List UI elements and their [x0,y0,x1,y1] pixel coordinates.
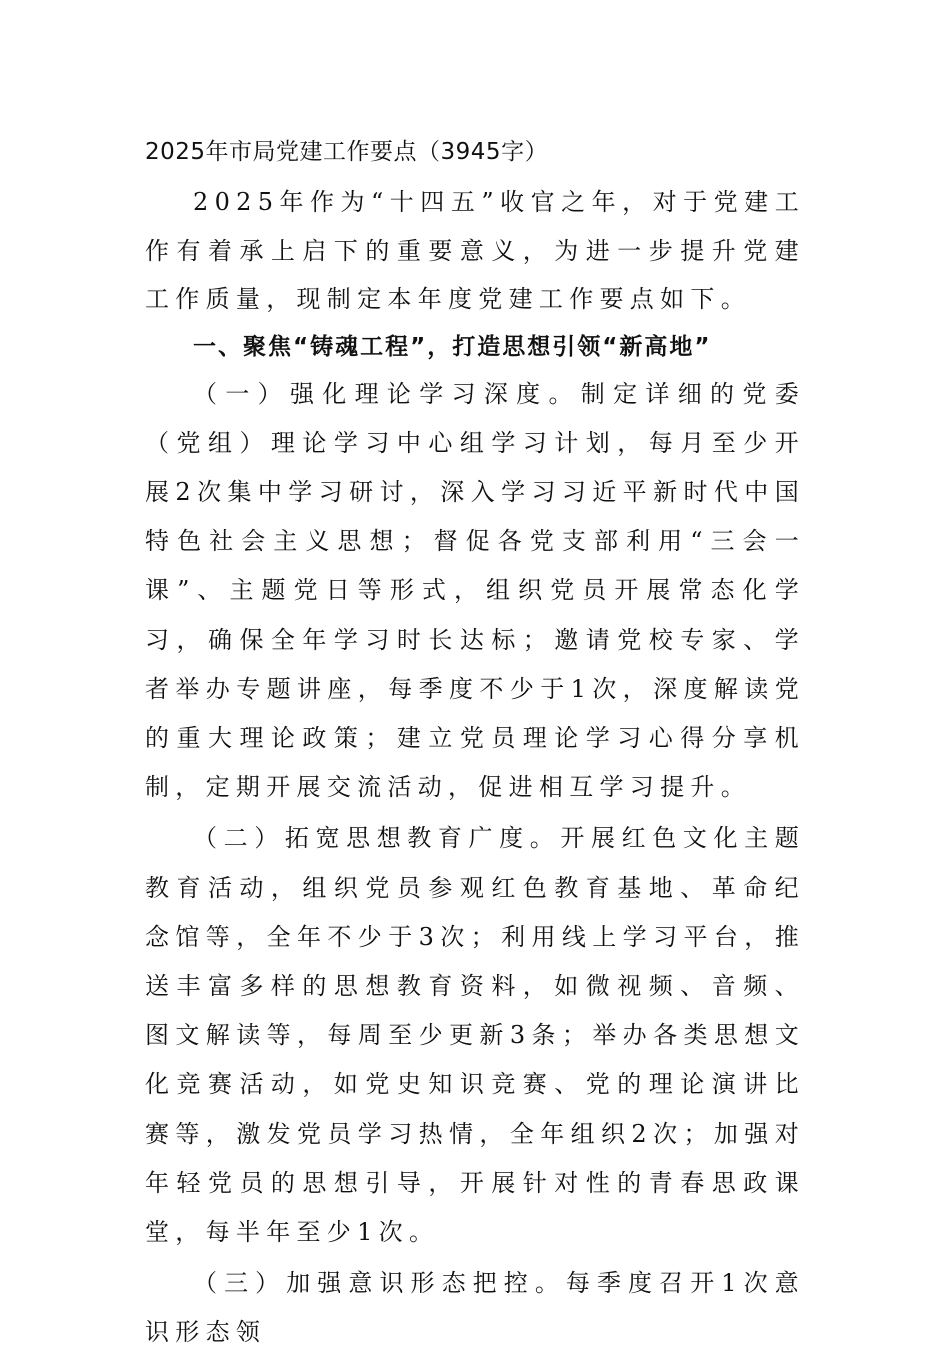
section-heading: 一、聚焦“铸魂工程”，打造思想引领“新高地” [193,333,712,360]
document-title: 2025年市局党建工作要点（3945字） [145,139,549,165]
intro-paragraph: 2025年作为“十四五”收官之年，对于党建工作有着承上启下的重要意义，为进一步提升党建工作质量，现制定本年度党建工作要点如下。 [145,188,805,313]
paragraph-theory-study: （一）强化理论学习深度。制定详细的党委（党组）理论学习中心组学习计划，每月至少开展2次集中学习研讨，深入学习习近平新时代中国特色社会主义思想；督促各党支部利用“三会一课”、主题党日等形式，组织党员开展常态化学习，确保全年学习时长达标；邀请党校专家、学者举办专题讲座，每季度不少于1次，深度解读党的重大理论政策；建立党员理论学习心得分享机制，定期开展交流活动，促进相互学习提升。 [145,379,805,802]
paragraph-ideological-education: （二）拓宽思想教育广度。开展红色文化主题教育活动，组织党员参观红色教育基地、革命纪念馆等，全年不少于3次；利用线上学习平台，推送丰富多样的思想教育资料，如微视频、音频、图文解读等，每周至少更新3条；举办各类思想文化竞赛活动，如党史知识竞赛、党的理论演讲比赛等，激发党员学习热情，全年组织2次；加强对年轻党员的思想引导，开展针对性的青春思政课堂，每半年至少1次。 [145,824,805,1246]
document-page [145,132,805,1358]
paragraph-ideology-control: （三）加强意识形态把控。每季度召开1次意识形态领 [145,1269,805,1347]
